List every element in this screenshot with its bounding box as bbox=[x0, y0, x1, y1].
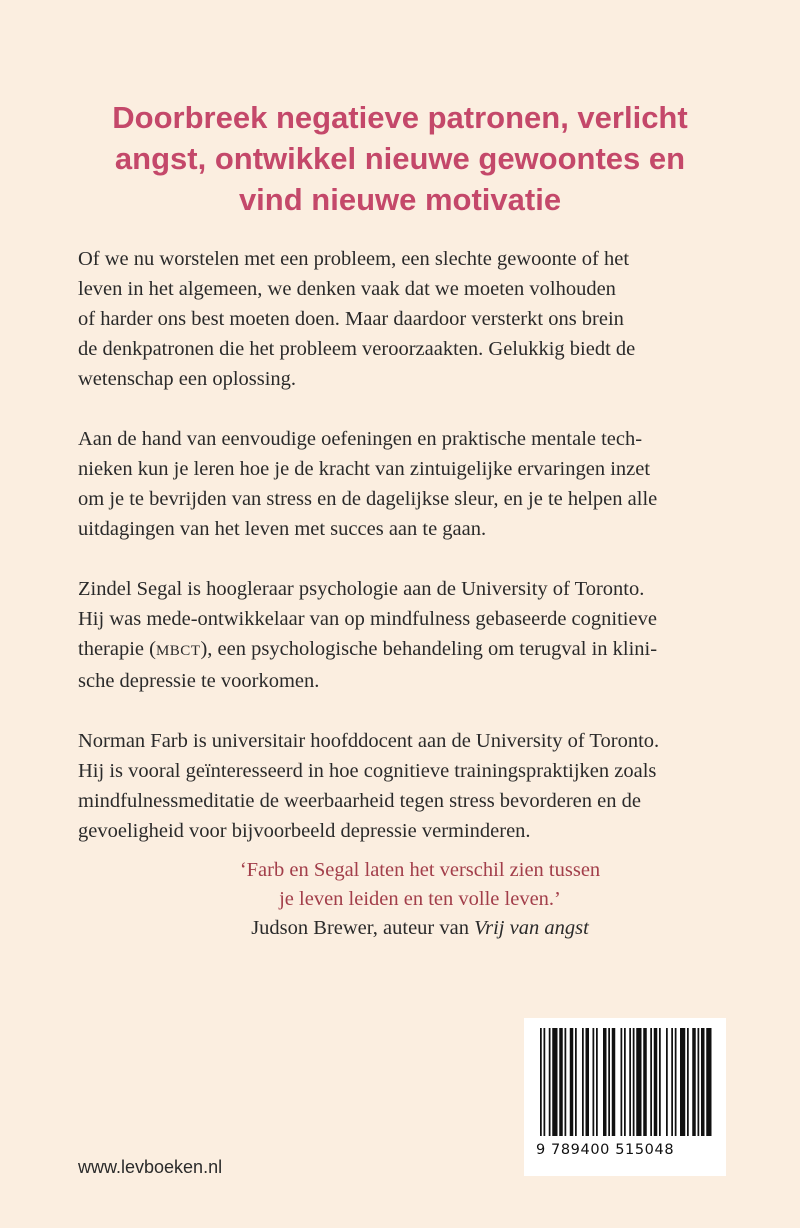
barcode-bar bbox=[692, 1028, 696, 1136]
barcode-bar bbox=[608, 1028, 610, 1136]
text-line: gevoeligheid voor bijvoorbeeld depressie verminderen. bbox=[78, 820, 531, 842]
barcode-bar bbox=[544, 1028, 546, 1136]
barcode-bar bbox=[621, 1028, 623, 1136]
barcode-bar bbox=[540, 1028, 542, 1136]
barcode-bar bbox=[666, 1028, 668, 1136]
text-line: Norman Farb is universitair hoofddocent aan de University of Toronto. bbox=[78, 730, 660, 752]
barcode-bar bbox=[636, 1028, 641, 1136]
headline-line: angst, ontwikkel nieuwe gewoontes en bbox=[114, 141, 686, 176]
barcode-bar bbox=[596, 1028, 598, 1136]
barcode-bar bbox=[654, 1028, 658, 1136]
barcode-bar bbox=[650, 1028, 652, 1136]
headline bbox=[40, 97, 760, 220]
barcode-bar bbox=[603, 1028, 607, 1136]
barcode-bar bbox=[549, 1028, 551, 1136]
text-fragment: ), een psychologische behandeling om terugval in klini- bbox=[200, 638, 658, 660]
barcode-bar bbox=[687, 1028, 689, 1136]
text-line: wetenschap een oplossing. bbox=[78, 368, 297, 390]
quote-line: ‘Farb en Segal laten het verschil zien tussen bbox=[239, 859, 601, 881]
barcode-bar bbox=[565, 1028, 567, 1136]
text-line: nieken kun je leren hoe je de kracht van zintuigelijke ervaringen inzet bbox=[78, 458, 651, 480]
text-line: Hij is vooral geïnteresseerd in hoe cognitieve trainingspraktijken zoals bbox=[78, 760, 657, 782]
barcode-bar bbox=[552, 1028, 557, 1136]
barcode-bar bbox=[559, 1028, 563, 1136]
barcode-bar bbox=[659, 1028, 661, 1136]
barcode-bar bbox=[680, 1028, 685, 1136]
barcode-bar bbox=[582, 1028, 584, 1136]
barcode-bar bbox=[570, 1028, 574, 1136]
attribution-book-title: Vrij van angst bbox=[474, 917, 589, 939]
barcode-bar bbox=[593, 1028, 595, 1136]
blurb-body bbox=[78, 244, 738, 876]
text-line: de denkpatronen die het probleem veroorzaakten. Gelukkig biedt de bbox=[78, 338, 636, 360]
barcode-bar bbox=[706, 1028, 711, 1136]
text-line: Hij was mede-ontwikkelaar van op mindfulness gebaseerde cognitieve bbox=[78, 608, 657, 630]
barcode-bar bbox=[675, 1028, 677, 1136]
text-line: mindfulnessmeditatie de weerbaarheid tegen stress bevorderen en de bbox=[78, 790, 641, 812]
text-line: of harder ons best moeten doen. Maar daardoor versterkt ons brein bbox=[78, 308, 624, 330]
website-url: www.levboeken.nl bbox=[78, 1157, 223, 1177]
barcode-bar bbox=[586, 1028, 590, 1136]
text-line: uitdagingen van het leven met succes aan te gaan. bbox=[78, 518, 487, 540]
barcode-bars bbox=[534, 1028, 716, 1140]
method-paragraph bbox=[78, 424, 738, 544]
text-line: Aan de hand van eenvoudige oefeningen en praktische mentale tech- bbox=[78, 428, 643, 450]
text-fragment: therapie ( bbox=[78, 638, 156, 660]
text-line: sche depressie te voorkomen. bbox=[78, 670, 320, 692]
author-farb-bio bbox=[78, 726, 738, 846]
isbn-number: 9 789400 515048 bbox=[536, 1142, 675, 1158]
barcode-bar bbox=[575, 1028, 577, 1136]
barcode-bar bbox=[698, 1028, 700, 1136]
text-line: Zindel Segal is hoogleraar psychologie aan de University of Toronto. bbox=[78, 578, 645, 600]
quote-line: je leven leiden en ten volle leven.’ bbox=[279, 888, 561, 910]
barcode-bar bbox=[671, 1028, 673, 1136]
headline-line: Doorbreek negatieve patronen, verlicht bbox=[112, 100, 688, 135]
barcode-bar bbox=[643, 1028, 647, 1136]
text-line bbox=[78, 634, 738, 666]
endorsement-quote bbox=[120, 856, 720, 943]
author-segal-bio bbox=[78, 574, 738, 696]
barcode-bar bbox=[624, 1028, 626, 1136]
barcode-bar bbox=[701, 1028, 705, 1136]
barcode-bar bbox=[633, 1028, 635, 1136]
quote-attribution bbox=[120, 914, 720, 943]
barcode-bar bbox=[629, 1028, 631, 1136]
text-line: om je te bevrijden van stress en de dagelijkse sleur, en je te helpen alle bbox=[78, 488, 658, 510]
intro-paragraph bbox=[78, 244, 738, 394]
headline-line: vind nieuwe motivatie bbox=[238, 182, 562, 217]
abbreviation: MBCT bbox=[155, 643, 201, 659]
barcode bbox=[524, 1018, 726, 1176]
text-line: Of we nu worstelen met een probleem, een slechte gewoonte of het bbox=[78, 248, 630, 270]
text-line: leven in het algemeen, we denken vaak dat we moeten volhouden bbox=[78, 278, 616, 300]
barcode-bar bbox=[612, 1028, 616, 1136]
attribution-author: Judson Brewer, auteur van bbox=[251, 917, 475, 939]
